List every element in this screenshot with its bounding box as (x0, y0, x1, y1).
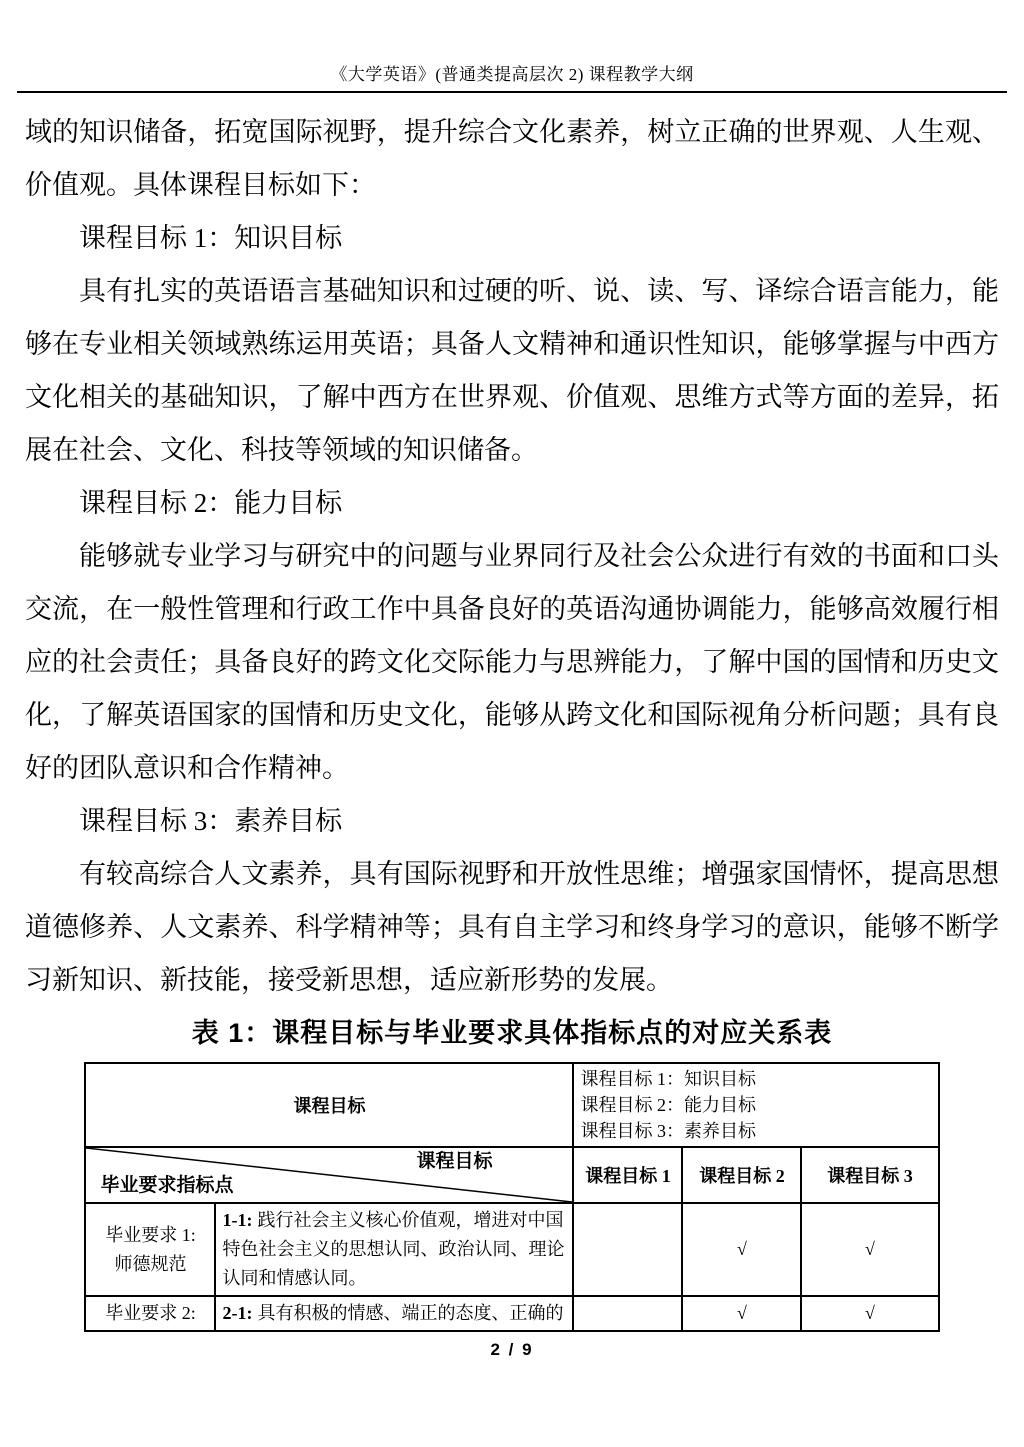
paragraph-quality-goal: 有较高综合人文素养，具有国际视野和开放性思维；增强家国情怀，提高思想道德修养、人文素养、科学精神等；具有自主学习和终身学习的意识，能够不断学习新知识、新技能，接受新思想，适应新形势的发展。 (25, 859, 999, 995)
mark-cell: √ (682, 1203, 801, 1296)
mark-cell (573, 1203, 682, 1296)
goal-line: 课程目标 2：能力目标 (580, 1095, 756, 1115)
requirement-label: 师德规范 (114, 1253, 187, 1274)
indicator-cell (215, 1296, 573, 1331)
column-header-goal-2: 课程目标 2 (682, 1147, 801, 1203)
goal-requirement-mapping-table (84, 1062, 939, 1332)
goal-line: 课程目标 3：素养目标 (580, 1121, 756, 1141)
requirement-cell (85, 1296, 215, 1331)
indicator-number: 2-1: (222, 1303, 253, 1323)
indicator-number: 1-1: (222, 1210, 253, 1230)
table-row (85, 1147, 938, 1203)
diagonal-label-course-goals: 课程目标 (416, 1151, 493, 1172)
mark-cell: √ (682, 1296, 801, 1331)
table-title: 表 1：课程目标与毕业要求具体指标点的对应关系表 (191, 1018, 833, 1048)
column-header-goal-3: 课程目标 3 (801, 1147, 938, 1203)
heading-course-goal-1: 课程目标 1：知识目标 (79, 223, 343, 253)
table-row (85, 1063, 938, 1147)
paragraph-knowledge-goal: 具有扎实的英语语言基础知识和过硬的听、说、读、写、译综合语言能力，能够在专业相关领域熟练运用英语；具备人文精神和通识性知识，能够掌握与中西方文化相关的基础知识，了解中西方在世界观、价值观、思维方式等方面的差异，拓展在社会、文化、科技等领域的知识储备。 (25, 276, 999, 465)
heading-course-goal-2: 课程目标 2：能力目标 (79, 488, 343, 518)
table-row (85, 1203, 938, 1296)
document-body (25, 106, 999, 1007)
page-number: 2 / 9 (490, 1340, 534, 1359)
requirement-cell (85, 1203, 215, 1296)
table-row (85, 1296, 938, 1331)
paragraph-ability-goal: 能够就专业学习与研究中的问题与业界同行及社会公众进行有效的书面和口头交流，在一般性管理和行政工作中具备良好的英语沟通协调能力，能够高效履行相应的社会责任；具备良好的跨文化交际能力与思辨能力，了解中国的国情和历史文化，了解英语国家的国情和历史文化，能够从跨文化和国际视角分析问题；具有良好的团队意识和合作精神。 (25, 541, 999, 783)
heading-course-goal-3: 课程目标 3：素养目标 (79, 806, 343, 836)
goal-line: 课程目标 1：知识目标 (580, 1069, 756, 1089)
mark-cell: √ (801, 1203, 938, 1296)
page-header (17, 0, 1007, 93)
course-goals-merged-cell: 课程目标 (85, 1063, 573, 1147)
paragraph-continuation: 域的知识储备，拓宽国际视野，提升综合文化素养，树立正确的世界观、人生观、价值观。具体课程目标如下： (25, 117, 999, 200)
course-goals-list-cell (573, 1063, 938, 1147)
mark-cell (573, 1296, 682, 1331)
indicator-text: 具有积极的情感、端正的态度、正确的 (257, 1303, 564, 1323)
indicator-cell (215, 1203, 573, 1296)
indicator-text: 践行社会主义核心价值观，增进对中国特色社会主义的思想认同、政治认同、理论认同和情感认同。 (222, 1210, 565, 1288)
requirement-label: 毕业要求 1: (105, 1224, 196, 1245)
mark-cell: √ (801, 1296, 938, 1331)
requirement-label: 毕业要求 2: (105, 1303, 196, 1323)
page-header-title: 《大学英语》(普通类提高层次 2) 课程教学大纲 (330, 65, 694, 84)
diagonal-header-cell (85, 1147, 573, 1203)
column-header-goal-1: 课程目标 1 (573, 1147, 682, 1203)
diagonal-label-graduation-indicators: 毕业要求指标点 (100, 1175, 234, 1196)
